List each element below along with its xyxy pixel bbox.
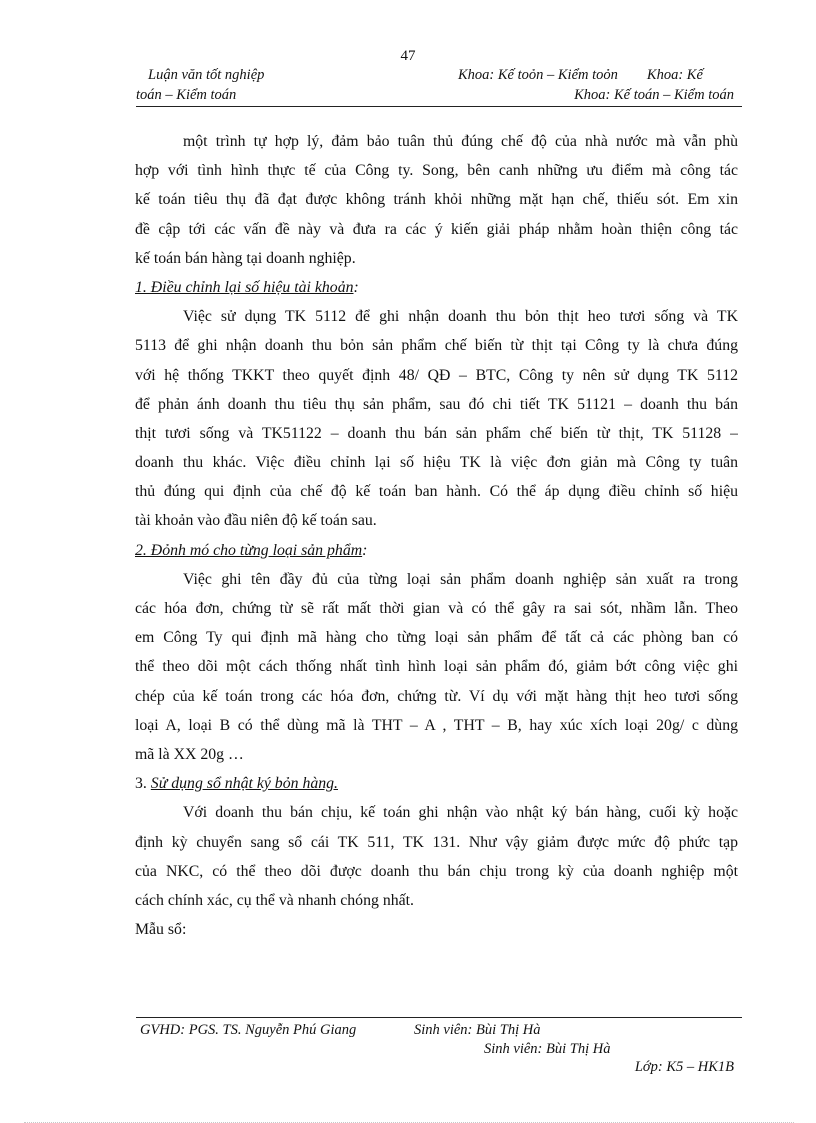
section-1-title: 1. Điều chỉnh lại số hiệu tài khoản <box>135 278 354 296</box>
paragraph-line: một trình tự hợp lý, đảm bảo tuân thủ đúng chế độ của nhà nước mà vẫn phù <box>183 133 738 150</box>
header-faculty-label-2: Khoa: Kế toán – Kiểm toán <box>574 87 734 103</box>
section-1-colon: : <box>353 278 359 296</box>
section-3-heading <box>135 769 738 798</box>
section-3-title: Sử dụng sổ nhật ký bỏn hàng. <box>150 775 338 793</box>
paragraph-line: loại A, loại B có thể dùng mã là THT – A , THT – B, hay xúc xích loại 20g/ c dùng <box>135 716 738 734</box>
footer-class: Lớp: K5 – HK1B <box>634 1059 734 1075</box>
paragraph-line: kế toán tiêu thụ đã đạt được không tránh khỏi những mặt hạn chế, thiếu sót. Em xin <box>135 191 738 209</box>
paragraph-line: kế toán bán hàng tại doanh nghiệp. <box>135 249 356 267</box>
paragraph-line: để phản ánh doanh thu tiêu thụ sản phẩm, sau đó chi tiết TK 51121 – doanh thu bán <box>135 395 738 413</box>
section-2-heading <box>135 536 738 565</box>
paragraph-line: các hóa đơn, chứng từ sẽ rất mất thời gian và có thể gây ra sai sót, nhầm lẫn. Theo <box>135 600 738 617</box>
paragraph-line: Việc sử dụng TK 5112 để ghi nhận doanh thu bỏn thịt heo tươi sống và TK <box>183 308 738 326</box>
paragraph-line: định kỳ chuyển sang sổ cái TK 511, TK 131. Như vậy giảm được mức độ phức tạp <box>135 833 738 851</box>
paragraph-line: đề cập tới các vấn đề này và đưa ra các ý kiến giải pháp nhằm hoàn thiện công tác <box>135 220 738 238</box>
paragraph-line: thủ đúng qui định của chế độ kế toán ban hành. Có thể áp dụng điều chỉnh số hiệu <box>135 483 738 501</box>
paragraph-line: tài khoản vào đầu niên độ kế toán sau. <box>135 512 377 530</box>
paragraph-line: thịt tươi sống và TK51122 – doanh thu bán sản phẩm chế biến từ thịt, TK 51128 – <box>135 424 738 442</box>
body-text <box>135 127 738 944</box>
paragraph-line: thể theo dõi một cách thống nhất tình hình loại sản phẩm đó, giảm bớt công việc ghi <box>135 658 738 676</box>
footer-supervisor: GVHD: PGS. TS. Nguyễn Phú Giang <box>140 1022 357 1038</box>
paragraph-line: mã là XX 20g … <box>135 745 244 763</box>
section-1-heading <box>135 273 738 302</box>
header-rule <box>136 106 742 107</box>
paragraph-line: của NKC, có thể theo dõi được doanh thu bán chịu trong kỳ của doanh nghiệp một <box>135 862 738 880</box>
paragraph-line: em Công Ty qui định mã hàng cho từng loại sản phẩm để tất cả các phòng ban có <box>135 629 738 647</box>
paragraph-line: Việc ghi tên đầy đủ của từng loại sản phẩm doanh nghiệp sản xuất ra trong <box>183 570 738 588</box>
paragraph-line: chép của kế toán trong các hóa đơn, chứng từ. Ví dụ với mặt hàng thịt heo tươi sống <box>135 687 738 705</box>
paragraph-line: 5113 để ghi nhận doanh thu bỏn sản phẩm chế biến từ thịt tại Công ty là chưa đúng <box>135 337 738 355</box>
paragraph-line: Với doanh thu bán chịu, kế toán ghi nhận vào nhật ký bán hàng, cuối kỳ hoặc <box>183 804 738 822</box>
footer-rule <box>136 1017 742 1018</box>
header-faculty-label: Khoa: Kế toỏn – Kiểm toỏn Khoa: Kế <box>458 67 703 83</box>
header-faculty-continued: toán – Kiểm toán <box>136 87 237 103</box>
section-2-colon: : <box>362 541 368 559</box>
closing-label: Mẫu sổ: <box>135 921 187 939</box>
paragraph-line: cách chính xác, cụ thể và nhanh chóng nhất. <box>135 891 414 909</box>
footer-student: Sinh viên: Bùi Thị Hà <box>414 1022 541 1038</box>
page-number: 47 <box>400 48 416 64</box>
paragraph-line: với hệ thống TKKT theo quyết định 48/ QĐ – BTC, Công ty nên sử dụng TK 5112 <box>135 366 738 384</box>
paragraph-line: doanh thu khác. Việc điều chỉnh lại số hiệu TK là việc đơn giản mà Công ty tuân <box>135 454 738 472</box>
section-2-title: 2. Đỏnh mó cho từng loại sản phẩm <box>135 541 363 559</box>
footer-student-repeat: Sinh viên: Bùi Thị Hà <box>484 1041 611 1057</box>
paragraph-line: hợp với tình hình thực tế của Công ty. Song, bên canh những ưu điểm mà công tác <box>135 162 738 180</box>
header-thesis-label: Luận văn tốt nghiệp <box>148 67 265 83</box>
section-3-number: 3. <box>135 775 151 793</box>
